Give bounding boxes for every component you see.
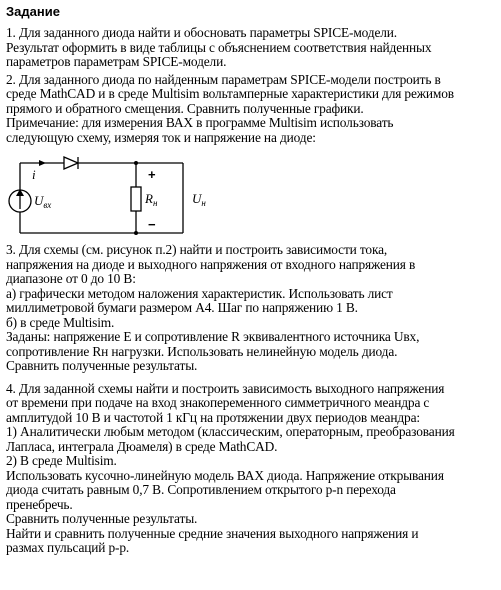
resistor-label: $R_н$ (145, 191, 158, 208)
task-1 (6, 26, 498, 70)
output-voltage-label: $U_н$ (192, 191, 206, 208)
task-3-line: напряжения на диоде и выходного напряжения от входного напряжения в (6, 256, 416, 272)
task-2-line: среде MathCAD и в среде Multisim вольтамперные характеристики для режимов (6, 86, 454, 101)
task-3-line: Сравнить полученные результаты. (6, 358, 198, 373)
task-3-line: Заданы: напряжение E и сопротивление R эквивалентного источника Uвх, (6, 329, 420, 344)
resistor-icon (131, 187, 141, 211)
task-3-line: 3. Для схемы (см. рисунок п.2) найти и построить зависимости тока, (6, 242, 388, 257)
task-3-line: а) графически методом наложения характеристик. Использовать лист (6, 285, 393, 301)
task-4 (6, 382, 498, 556)
task-4-line: 1) Аналитически любым методом (классическим, операторным, преобразования (6, 424, 455, 439)
task-2 (6, 73, 498, 146)
task-4-line: 2) В среде Multisim. (6, 453, 117, 468)
task-1-line: Результат оформить в виде таблицы с объяснением соответствия найденных (6, 39, 432, 55)
task-1-line: параметров параметрам SPICE-модели. (6, 54, 227, 69)
task-title: Задание (6, 4, 60, 19)
task-4-line: Лапласа, интеграла Дюамеля) в среде MathCAD. (6, 438, 278, 454)
diode-icon (64, 157, 78, 169)
task-2-line: 2. Для заданного диода по найденным параметрам SPICE-модели построить в (6, 71, 441, 87)
task-2-line: прямого и обратного смещения. Сравнить полученные графики. (6, 100, 364, 116)
task-4-line: 4. Для заданной схемы найти и построить зависимость выходного напряжения (6, 380, 445, 396)
task-4-line: от времени при подаче на вход знакопеременного симметричного меандра с (6, 395, 430, 410)
task-4-line: диода считать равным 0,7 В. Сопротивлением открытого p-n перехода (6, 482, 396, 497)
task-4-line: Найти и сравнить полученные средние значения выходного напряжения и (6, 525, 419, 541)
task-3-line: миллиметровой бумаги размером А4. Шаг по напряжению 1 В. (6, 300, 358, 315)
current-label: i (32, 167, 36, 182)
minus-sign: − (148, 217, 156, 232)
task-2-line: следующую схему, измеряя ток и напряжение на диоде: (6, 129, 316, 145)
task-4-line: размах пульсаций p-p. (6, 540, 130, 555)
task-1-line: 1. Для заданного диода найти и обосновать параметры SPICE-модели. (6, 25, 398, 40)
task-3-line: б) в среде Multisim. (6, 314, 115, 330)
document (6, 3, 498, 559)
task-4-line: Использовать кусочно-линейную модель ВАХ диода. Напряжение открывания (6, 467, 444, 483)
task-2-line: Примечание: для измерения ВАХ в программе Multisim использовать (6, 115, 394, 130)
task-3-line: диапазоне от 0 до 10 В: (6, 271, 136, 286)
input-voltage-label: $U_{вх}$ (34, 193, 52, 210)
task-3-line: сопротивление Rн нагрузки. Использовать нелинейную модель диода. (6, 343, 398, 359)
plus-sign: + (148, 167, 156, 182)
task-4-line: амплитудой 10 В и частотой 1 кГц на протяжении двух периодов меандра: (6, 409, 420, 425)
task-4-line: Сравнить полученные результаты. (6, 511, 198, 526)
task-4-line: пренебречь. (6, 496, 73, 512)
task-3 (6, 243, 498, 374)
circuit-diagram (8, 149, 218, 239)
